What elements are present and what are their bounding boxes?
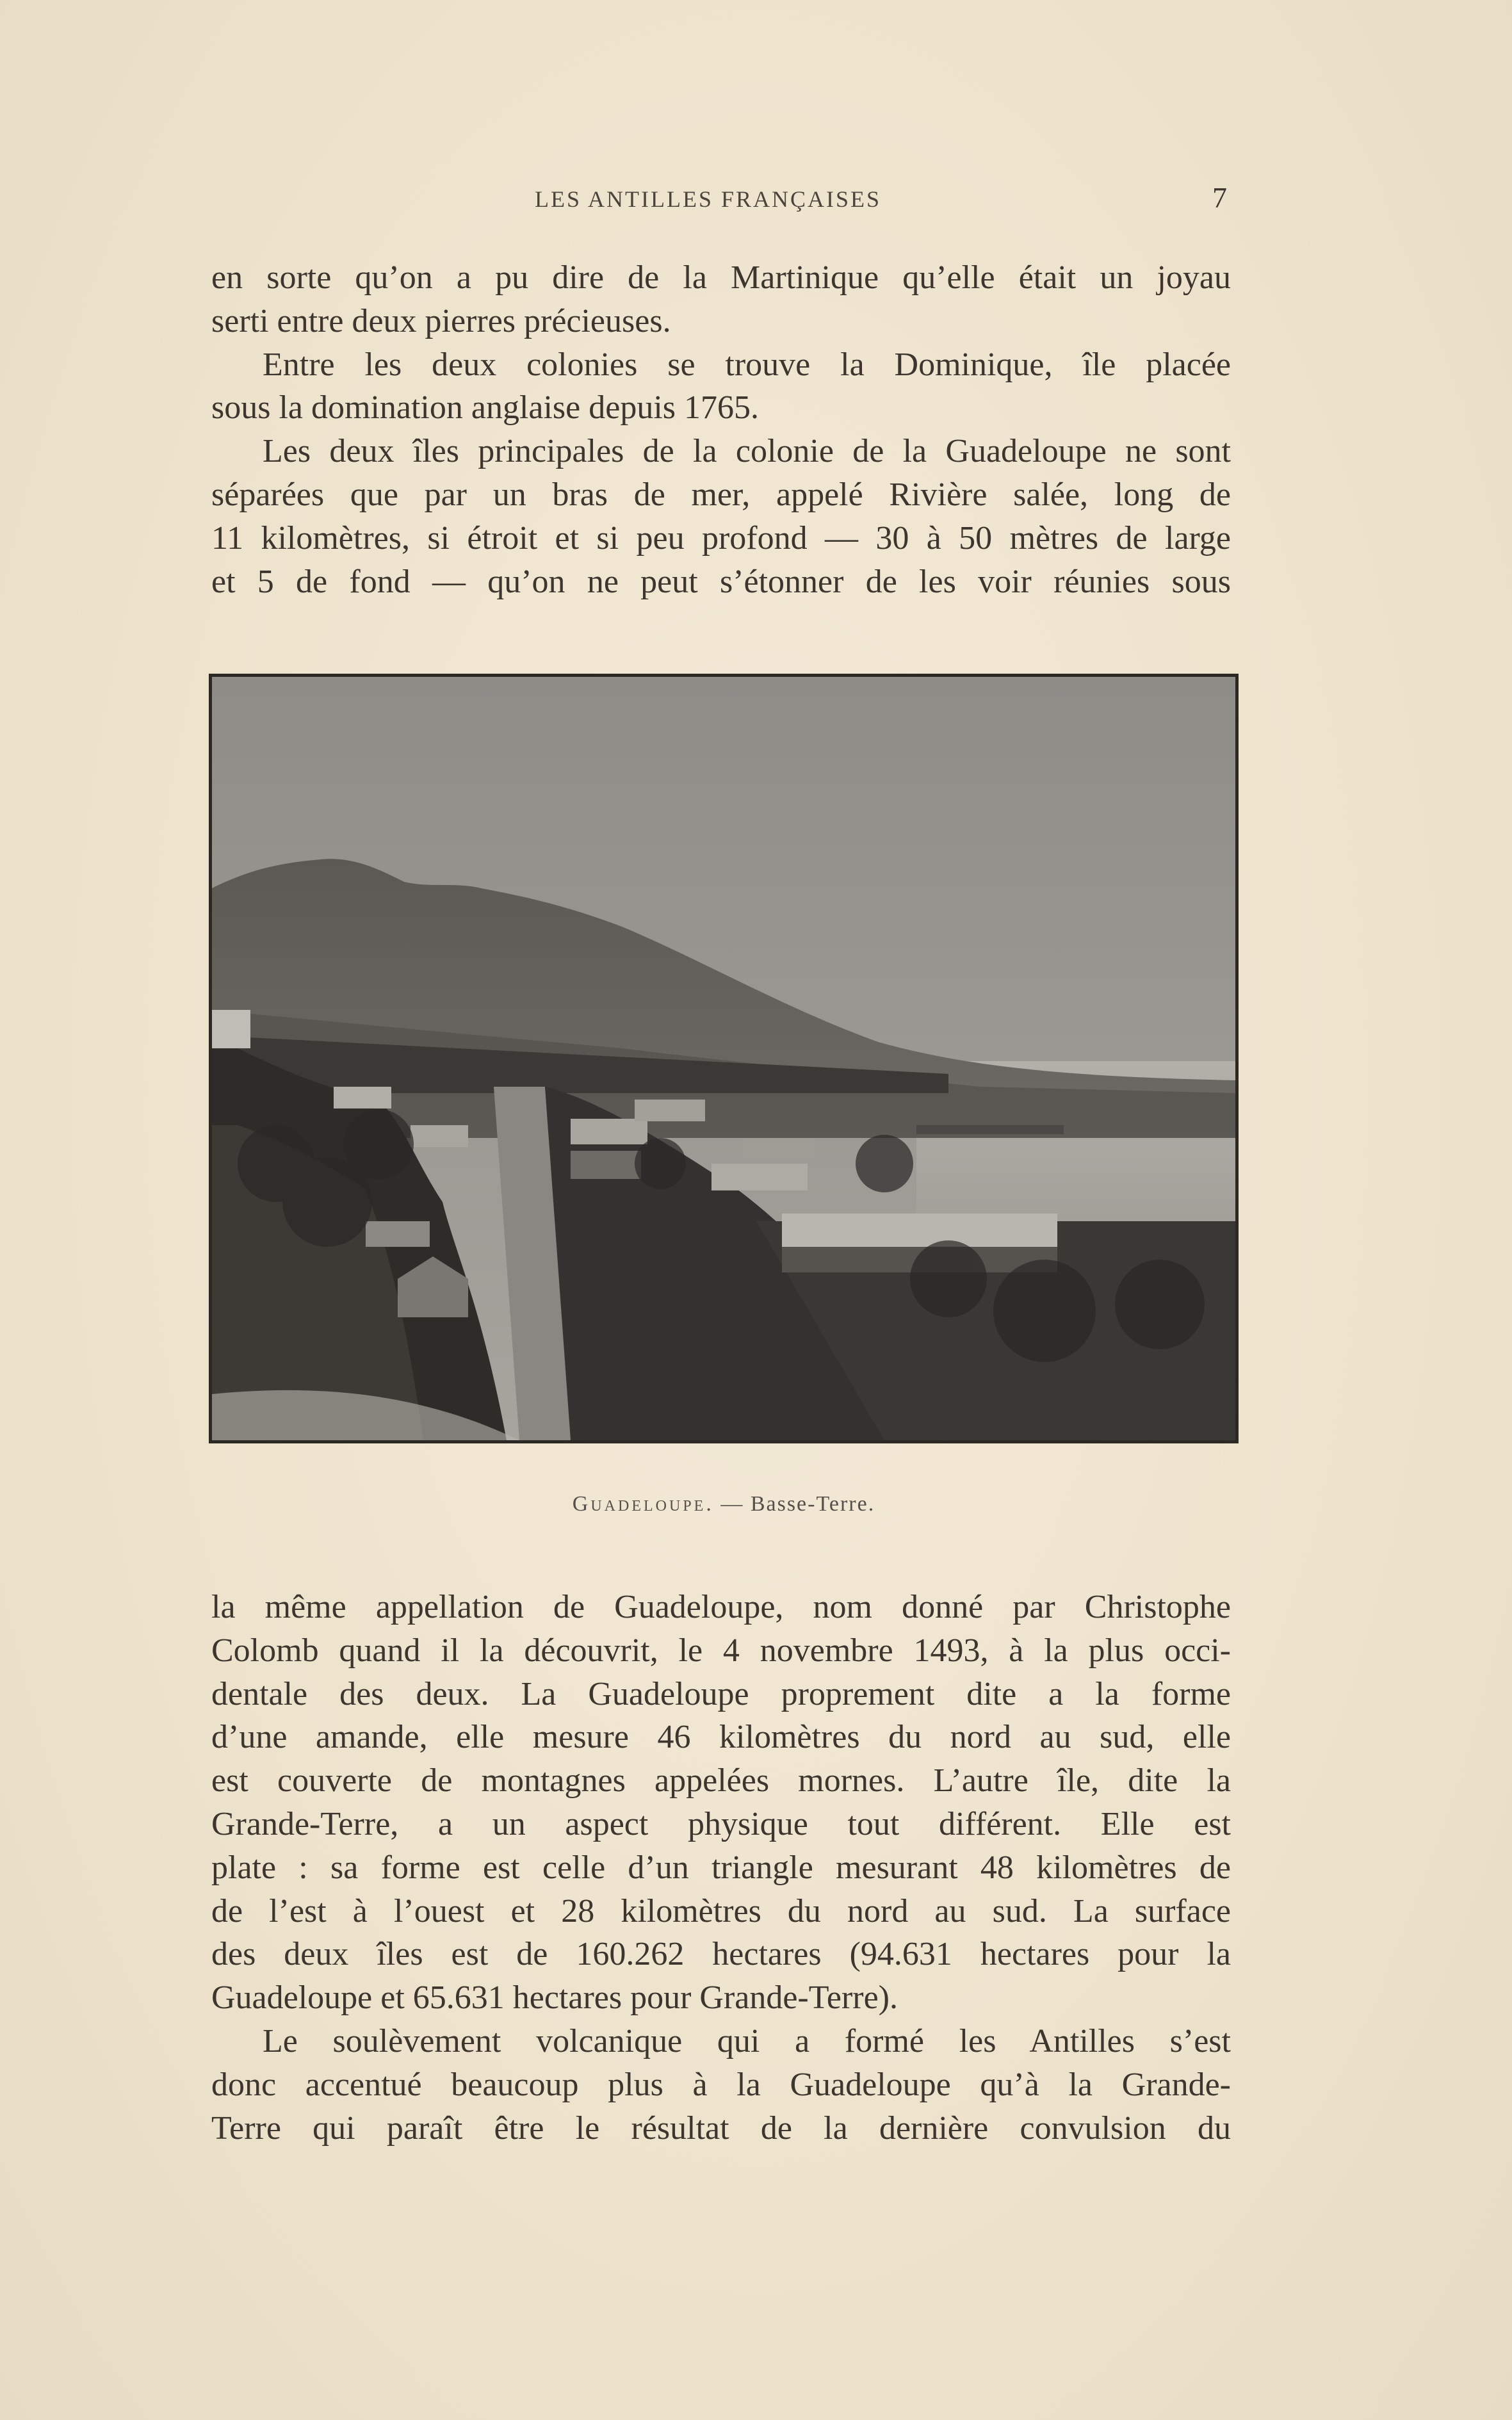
text-line: Le soulèvement volcanique qui a formé les Antilles s’est [263,2022,1231,2059]
text-line: des deux îles est de 160.262 hectares (94.631 hectares pour la [211,1936,1231,1973]
caption-separator: — [720,1492,744,1516]
text-line: Terre qui paraît être le résultat de la dernière convulsion du [211,2109,1231,2147]
text-line: 11 kilomètres, si étroit et si peu profond — 30 à 50 mètres de large [211,519,1231,556]
text-line: plate : sa forme est celle d’un triangle mesurant 48 kilomètres de [211,1849,1231,1886]
text-line: Les deux îles principales de la colonie de la Guadeloupe ne sont [263,433,1231,470]
text-line: d’une amande, elle mesure 46 kilomètres du nord au sud, elle [211,1719,1231,1756]
text-line: de l’est à l’ouest et 28 kilomètres du nord au sud. La surface [211,1892,1231,1929]
text-line: dentale des deux. La Guadeloupe proprement dite a la forme [211,1675,1231,1712]
text-line: Entre les deux colonies se trouve la Dominique, île placée [263,346,1231,383]
text-line: Colomb quand il la découvrit, le 4 novembre 1493, à la plus occi- [211,1632,1231,1669]
running-title: LES ANTILLES FRANÇAISES [535,186,882,212]
body-text-top [211,256,1231,603]
text-line: séparées que par un bras de mer, appelé Rivière salée, long de [211,476,1231,513]
text-line: donc accentué beaucoup plus à la Guadeloupe qu’à la Grande- [211,2066,1231,2103]
caption-town: Basse-Terre. [750,1492,875,1516]
text-line: est couverte de montagnes appelées mornes. L’autre île, dite la [211,1762,1231,1799]
text-line: en sorte qu’on a pu dire de la Martinique qu’elle était un joyau [211,259,1231,296]
text-line: et 5 de fond — qu’on ne peut s’étonner de les voir réunies sous [211,563,1231,600]
photo-basse-terre [209,674,1239,1443]
text-line: Guadeloupe et 65.631 hectares pour Grande-Terre). [211,1979,898,2017]
text-line: Grande-Terre, a un aspect physique tout différent. Elle est [211,1805,1231,1842]
body-text-bottom [211,1586,1231,2150]
page-header [0,181,1512,219]
text-line: la même appellation de Guadeloupe, nom donné par Christophe [211,1589,1231,1625]
text-line: sous la domination anglaise depuis 1765. [211,389,760,426]
figure-caption [211,1492,1236,1516]
text-line: serti entre deux pierres précieuses. [211,302,671,339]
page-number: 7 [1212,181,1227,214]
caption-place: Guadeloupe. [572,1492,714,1516]
halftone-photo [212,677,1235,1440]
